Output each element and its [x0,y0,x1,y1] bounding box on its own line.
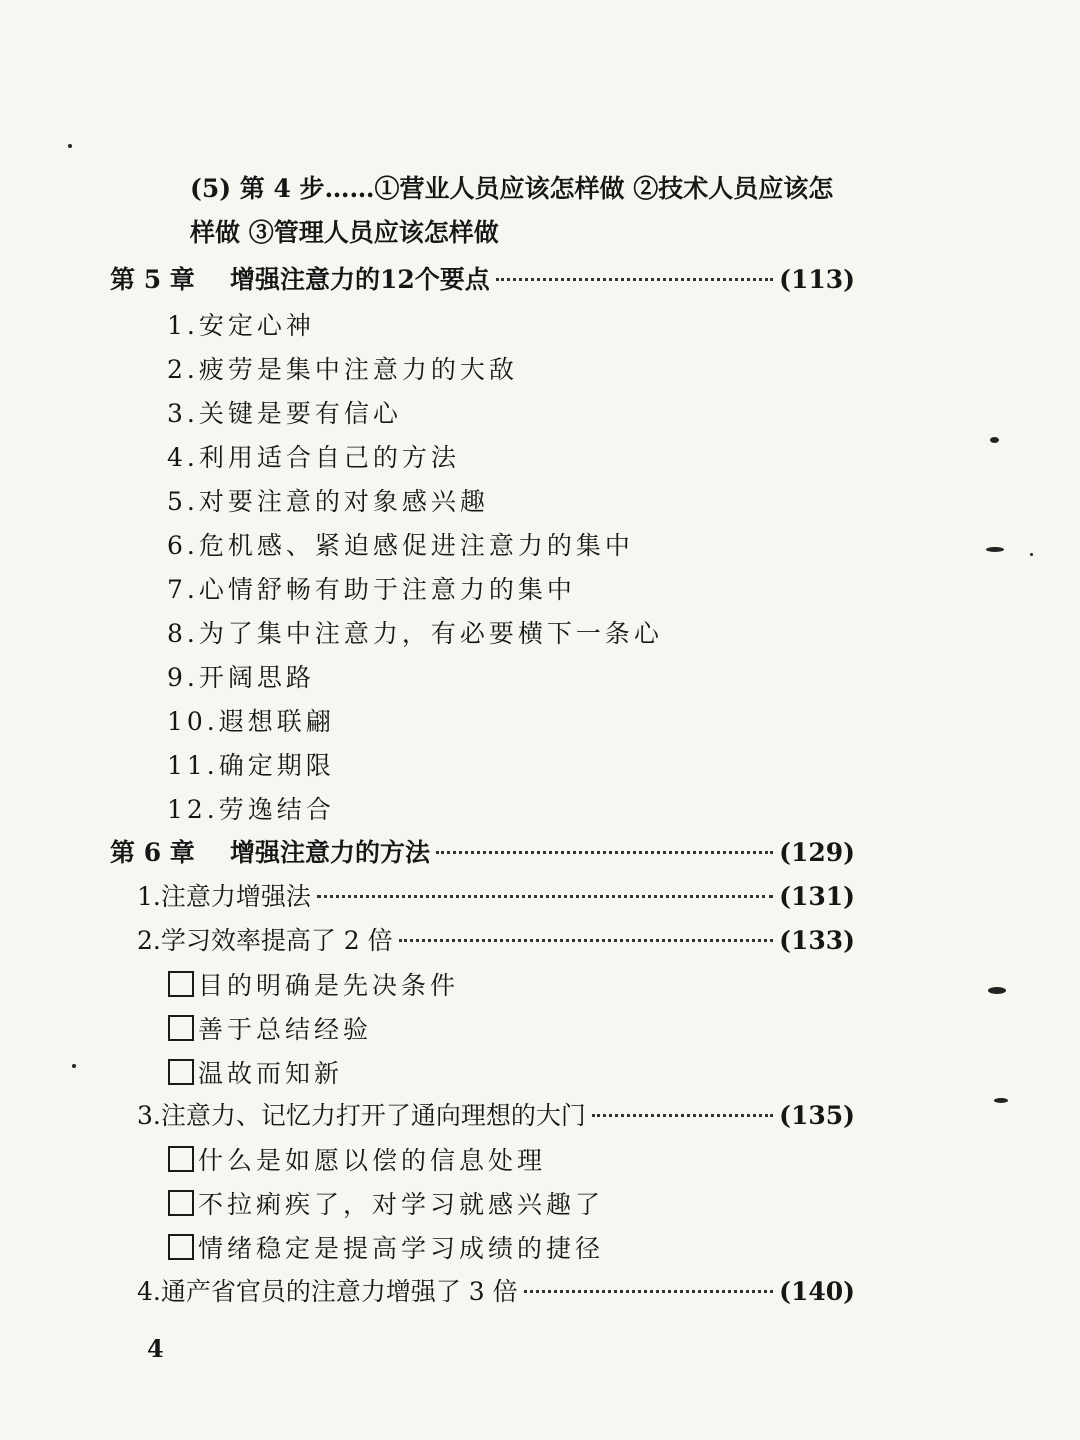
sub-text: 情绪稳定是提高学习成绩的捷径 [198,1234,605,1263]
sub-item [168,968,459,1003]
list-item [167,617,663,651]
square-bullet-icon [168,1059,194,1085]
list-item [167,705,335,739]
section-title: 4.通产省官员的注意力增强了 3 倍 [137,1277,518,1306]
item-text: 9.开阔思路 [167,663,315,692]
dot-leader [317,895,773,898]
list-item [167,529,634,563]
sub-item [168,1012,372,1047]
section-title: 3.注意力、记忆力打开了通向理想的大门 [137,1101,586,1130]
list-item [167,485,489,519]
section-page: (131) [779,882,855,911]
sub-item [168,1143,546,1178]
sub-item [168,1231,604,1266]
scan-speck [986,547,1004,552]
section-page: (133) [779,926,855,955]
sub-text: 目的明确是先决条件 [198,971,460,1000]
step-line-1 [190,172,833,206]
list-item [167,661,315,695]
square-bullet-icon [168,1146,194,1172]
section-page: (135) [779,1101,855,1130]
chapter-5-number: 第 5 章 [110,265,195,294]
section-row [137,880,855,914]
scan-speck [68,144,72,148]
item-text: 1.安定心神 [167,311,315,340]
sub-item [168,1056,343,1091]
sub-text: 不拉痢疾了，对学习就感兴趣了 [198,1190,605,1219]
list-item [167,309,315,343]
sub-text: 温故而知新 [198,1059,344,1088]
list-item [167,749,335,783]
item-text: 11.确定期限 [167,751,335,780]
item-text: 6.危机感、紧迫感促进注意力的集中 [167,531,634,560]
square-bullet-icon [168,971,194,997]
sub-text: 善于总结经验 [198,1015,373,1044]
dot-leader [592,1114,773,1117]
item-text: 4.利用适合自己的方法 [167,443,460,472]
scan-speck [72,1064,76,1068]
chapter-6-number: 第 6 章 [110,838,195,867]
item-text: 2.疲劳是集中注意力的大敌 [167,355,518,384]
square-bullet-icon [168,1234,194,1260]
section-title: 2.学习效率提高了 2 倍 [137,926,393,955]
page-number: 4 [147,1334,164,1363]
list-item [167,793,335,827]
dot-leader [496,278,773,281]
chapter-6-title: 增强注意力的方法 [230,838,431,867]
item-text: 8.为了集中注意力，有必要横下一条心 [167,619,663,648]
section-title: 1.注意力增强法 [137,882,311,911]
dot-leader [399,939,774,942]
scan-speck [990,437,999,443]
square-bullet-icon [168,1190,194,1216]
chapter-5-title: 增强注意力的12个要点 [230,265,490,294]
list-item [167,573,576,607]
item-text: 12.劳逸结合 [167,795,335,824]
sub-item [168,1187,604,1222]
chapter-5-heading [110,263,855,297]
chapter-5-page: (113) [779,265,855,294]
item-text: 3.关键是要有信心 [167,399,402,428]
step-text-2: 样做 ③管理人员应该怎样做 [190,218,499,247]
sub-text: 什么是如愿以偿的信息处理 [198,1146,547,1175]
section-row [137,924,855,958]
section-page: (140) [779,1277,855,1306]
item-text: 10.遐想联翩 [167,707,335,736]
step-line-2 [190,216,499,250]
scan-speck [994,1098,1008,1103]
item-text: 5.对要注意的对象感兴趣 [167,487,489,516]
scan-speck [988,987,1006,994]
square-bullet-icon [168,1015,194,1041]
step-text-1: (5) 第 4 步……①营业人员应该怎样做 ②技术人员应该怎 [190,174,834,203]
chapter-6-heading [110,836,855,870]
section-row [137,1099,855,1133]
section-row [137,1275,855,1309]
chapter-6-page: (129) [779,838,855,867]
dot-leader [436,851,773,854]
scan-speck [1030,553,1033,556]
list-item [167,353,518,387]
list-item [167,441,460,475]
dot-leader [524,1290,774,1293]
list-item [167,397,402,431]
item-text: 7.心情舒畅有助于注意力的集中 [167,575,576,604]
